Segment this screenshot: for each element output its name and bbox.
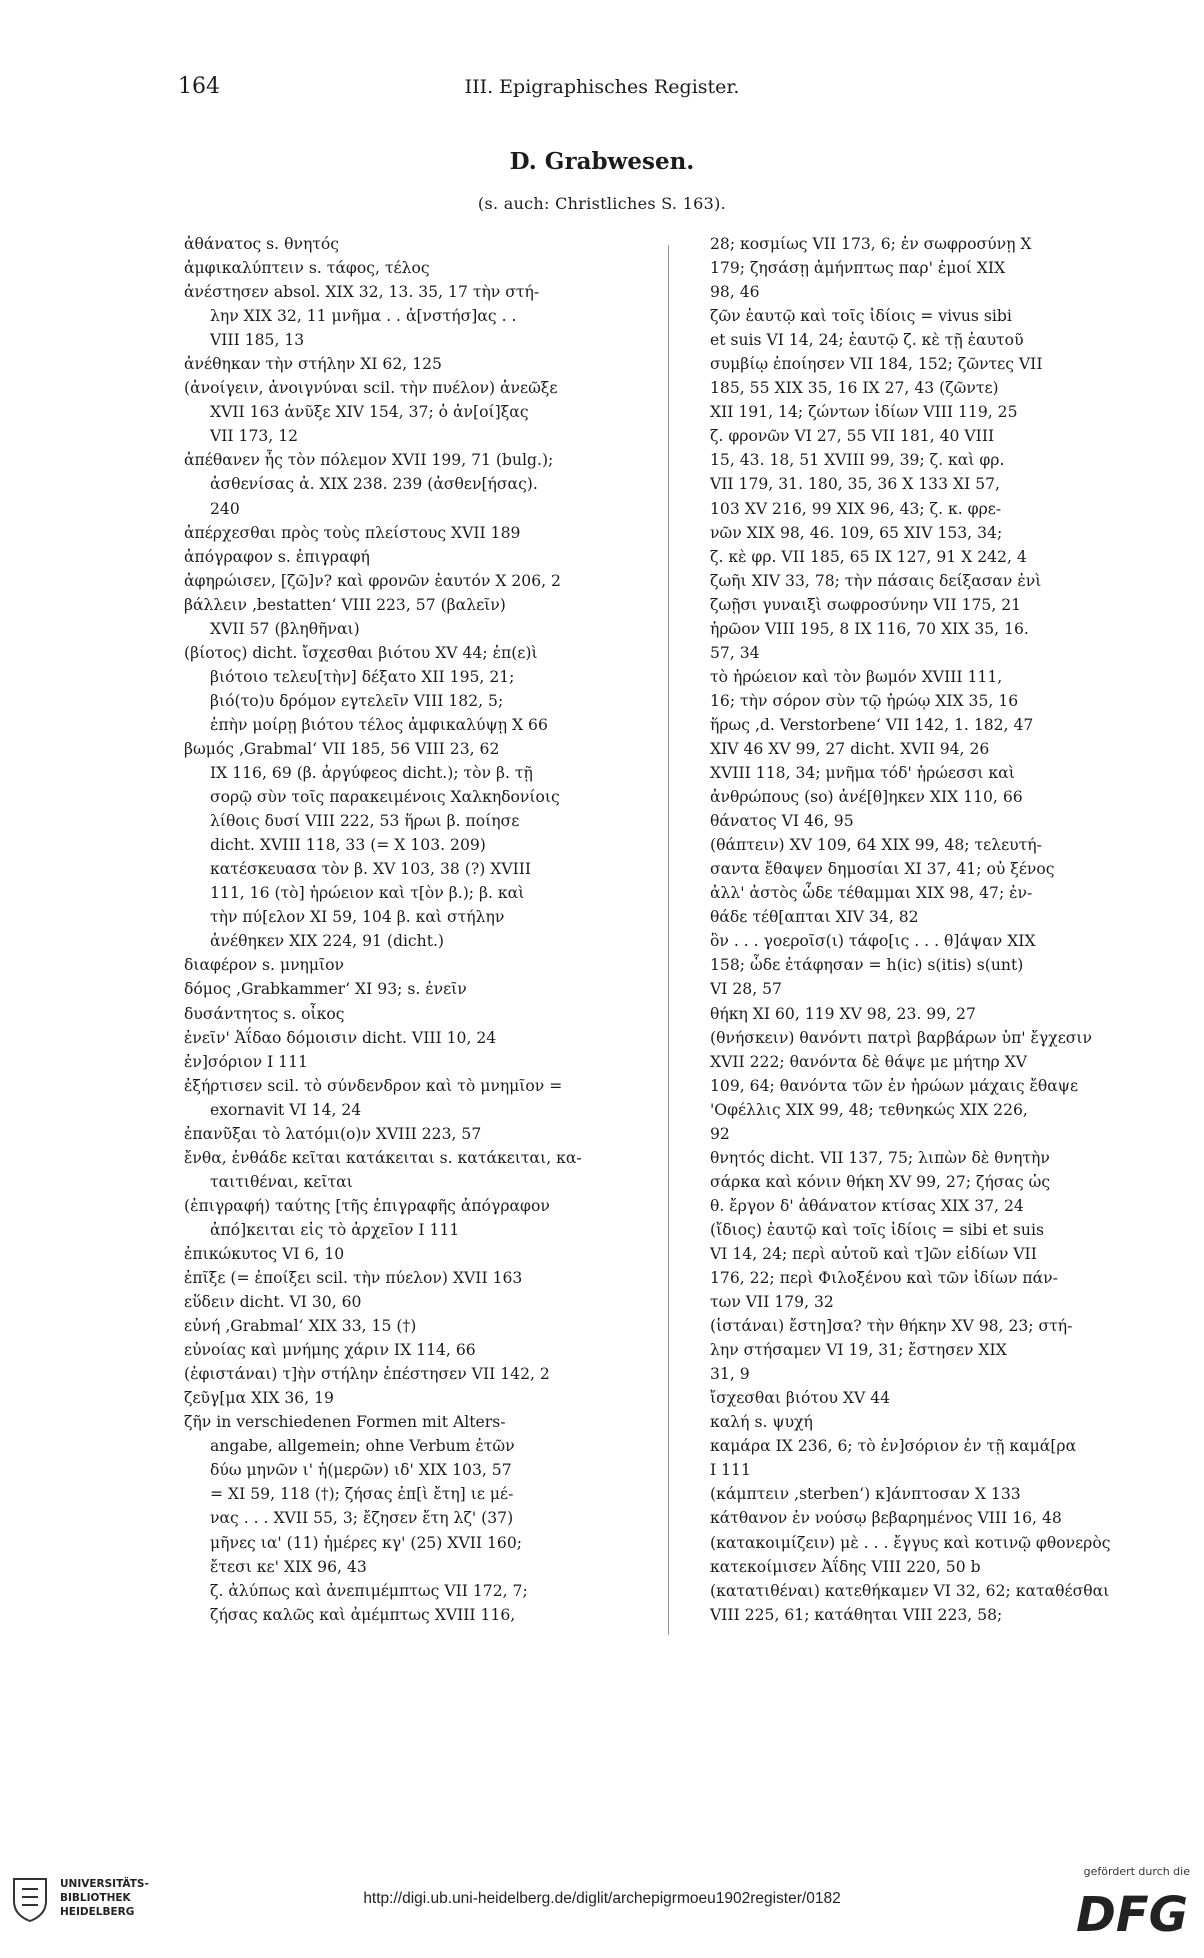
page-footer	[0, 1855, 1204, 1958]
index-line: VII 173, 12	[210, 427, 299, 446]
index-line: διαφέρον s. μνημῖον	[184, 956, 345, 975]
index-line: ἀθάνατος s. θνητός	[184, 235, 340, 253]
index-line: σάρκα καὶ κόνιν θήκη XV 99, 27; ζήσας ὡς	[710, 1172, 1051, 1191]
index-line: λίθοις δυσί VIII 222, 53 ἥρωι β. ποίησε	[210, 812, 520, 831]
index-line: ζ. φρονῶν VI 27, 55 VII 181, 40 VIII	[710, 427, 995, 446]
index-line: VI 28, 57	[710, 980, 782, 999]
index-line: XVIII 118, 34; μνῆμα τόδ' ἡρώεσσι καὶ	[710, 764, 1015, 783]
funded-by-label: gefördert durch die	[1083, 1865, 1190, 1878]
index-line: ζ. ἀλύπως καὶ ἀνεπιμέμπτως VII 172, 7;	[210, 1581, 528, 1600]
index-line: νῶν XIX 98, 46. 109, 65 XIV 153, 34;	[710, 523, 1003, 542]
index-line: ἀσθενίσας ἀ. XIX 238. 239 (ἀσθεν[ήσας).	[210, 475, 538, 494]
index-line: ἐπανῦξαι τὸ λατόμι(ο)ν XVIII 223, 57	[184, 1124, 482, 1143]
index-line: σορῷ σὺν τοῖς παρακειμένοις Χαλκηδονίοις	[210, 788, 560, 807]
section-title: D. Grabwesen.	[509, 148, 695, 175]
index-line: ζῶν ἑαυτῷ καὶ τοῖς ἰδίοις = vivus sibi	[710, 307, 1012, 326]
index-line: ἀνθρώπους (so) ἀνέ[θ]ηκεν XIX 110, 66	[710, 788, 1023, 807]
index-line: εὕδειν dicht. VI 30, 60	[184, 1293, 362, 1312]
index-line: 92	[710, 1124, 730, 1143]
university-name-line: HEIDELBERG	[60, 1906, 135, 1918]
index-line: θνητός dicht. VII 137, 75; λιπὼν δὲ θνητὴν	[710, 1148, 1050, 1167]
index-line: VII 179, 31. 180, 35, 36 X 133 XI 57,	[710, 475, 1000, 494]
running-head: III. Epigraphisches Register.	[464, 76, 740, 98]
index-line: καμάρα IX 236, 6; τὸ ἐν]σόριον ἐν τῇ καμά[ρα	[710, 1437, 1077, 1456]
university-name-line: BIBLIOTHEK	[60, 1892, 131, 1904]
index-line: (κατατιθέναι) κατεθήκαμεν VI 32, 62; καταθέσθαι	[710, 1581, 1110, 1600]
index-line: (κάμπτειν ‚sterben‘) κ]άνπτοσαν X 133	[710, 1485, 1021, 1504]
index-line: ἔνθα, ἐνθάδε κεῖται κατάκειται s. κατάκειται, κα-	[184, 1148, 582, 1167]
index-line: (ἐφιστάναι) τ]ὴν στήλην ἐπέστησεν VII 142, 2	[184, 1365, 550, 1384]
index-line: εὐνή ‚Grabmal‘ XIX 33, 15 (†)	[184, 1317, 417, 1336]
index-line: (ἐπιγραφή) ταύτης [τῆς ἐπιγραφῆς ἀπόγραφον	[184, 1196, 550, 1215]
index-line: I 111	[710, 1461, 751, 1480]
index-line: ἐνεῖν' Ἀΐδαο δόμοισιν dicht. VIII 10, 24	[184, 1028, 497, 1047]
index-line: exornavit VI 14, 24	[210, 1100, 362, 1119]
source-url-link[interactable]: http://digi.ub.uni-heidelberg.de/diglit/archepigrmoeu1902register/0182	[363, 1890, 841, 1907]
index-line: ζῆν in verschiedenen Formen mit Alters-	[184, 1413, 506, 1432]
index-line: VIII 225, 61; κατάθηται VIII 223, 58;	[710, 1605, 1003, 1624]
dfg-logo	[1050, 1887, 1190, 1937]
index-line: ἡρῶον VIII 195, 8 IX 116, 70 XIX 35, 16.	[710, 619, 1029, 638]
index-line: 158; ὧδε ἐτάφησαν = h(ic) s(itis) s(unt)	[710, 956, 1024, 975]
index-line: ἐπικώκυτος VI 6, 10	[184, 1244, 345, 1263]
index-line: 179; ζησάσῃ ἀμήνπτως παρ' ἐμοί XIX	[710, 259, 1006, 278]
index-line: τὴν πύ[ελον XI 59, 104 β. καὶ στήλην	[210, 908, 505, 927]
index-line: ἀφηρώισεν, [ζῶ]ν? καὶ φρονῶν ἑαυτόν X 206, 2	[184, 571, 561, 590]
index-line: βιότοιο τελευ[τὴν] δέξατο XII 195, 21;	[210, 667, 515, 686]
index-line: (ἱστάναι) ἔστη]σα? τὴν θήκην XV 98, 23; στή-	[710, 1317, 1073, 1336]
index-line: ἥρως ‚d. Verstorbene‘ VII 142, 1. 182, 47	[710, 715, 1034, 734]
index-line: θάνατος VI 46, 95	[710, 812, 854, 831]
index-line: 98, 46	[710, 283, 760, 302]
index-line: (ἀνοίγειν, ἀνοιγνύναι scil. τὴν πυέλον) ἀνεῶξε	[184, 379, 558, 398]
index-line: νας . . . XVII 55, 3; ἔζησεν ἔτη λζ' (37)	[210, 1509, 514, 1528]
index-line: ἐν]σόριον I 111	[184, 1052, 308, 1071]
see-also-note: (s. auch: Christliches S. 163).	[477, 194, 727, 213]
index-line: ἐξήρτισεν scil. τὸ σύνδενδρον καὶ τὸ μνημῖον =	[184, 1076, 563, 1095]
index-column-right	[710, 232, 1180, 1627]
index-line: 31, 9	[710, 1365, 750, 1384]
index-line: 28; κοσμίως VII 173, 6; ἐν σωφροσύνῃ X	[710, 235, 1032, 253]
index-line: VI 14, 24; περὶ αὐτοῦ καὶ τ]ῶν εἰδίων VII	[710, 1244, 1037, 1263]
index-line: IX 116, 69 (β. ἀργύφεος dicht.); τὸν β. τῇ	[210, 764, 533, 783]
index-line: 'Οφέλλις XIX 99, 48; τεθνηκώς XIX 226,	[710, 1100, 1028, 1119]
index-line: 176, 22; περὶ Φιλοξένου καὶ τῶν ἰδίων πάν-	[710, 1269, 1058, 1288]
index-line: θ. ἔργον δ' ἀθάνατον κτίσας XIX 37, 24	[710, 1196, 1024, 1215]
index-line: angabe, allgemein; ohne Verbum ἐτῶν	[210, 1437, 515, 1456]
column-divider	[668, 245, 669, 1635]
index-line: 109, 64; θανόντα τῶν ἐν ἡρώων μάχαις ἔθαψε	[710, 1076, 1079, 1095]
index-line: κάτθανον ἐν νούσῳ βεβαρημένος VIII 16, 48	[710, 1509, 1062, 1528]
index-line: 15, 43. 18, 51 XVIII 99, 39; ζ. καὶ φρ.	[710, 451, 1005, 470]
index-line: (βίοτος) dicht. ἴσχεσθαι βιότου XV 44; ἐπ(ε)ὶ	[184, 643, 538, 662]
index-line: ἀνέθηκαν τὴν στήλην XI 62, 125	[184, 355, 442, 374]
index-line: ἀπό]κειται εἰς τὸ ἀρχεῖον I 111	[210, 1220, 460, 1239]
index-line: μῆνες ια' (11) ἡμέρες κγ' (25) XVII 160;	[210, 1533, 523, 1552]
index-line: ὃν . . . γοεροῖσ(ι) τάφο[ις . . . θ]άψαν XIX	[710, 932, 1036, 951]
index-line: XVII 163 ἀνῦξε XIV 154, 37; ὁ ἀν[οί]ξας	[210, 403, 529, 422]
index-line: ζεῦγ[μα XIX 36, 19	[184, 1389, 334, 1408]
index-line: ἀπέθανεν ἧς τὸν πόλεμον XVII 199, 71 (bulg.);	[184, 451, 554, 470]
index-line: των VII 179, 32	[710, 1293, 834, 1312]
index-line: δύω μηνῶν ι' ἡ(μερῶν) ιδ' XIX 103, 57	[210, 1461, 512, 1480]
index-line: = XI 59, 118 (†); ζήσας ἐπ[ὶ ἔτη] ιε μέ-	[210, 1485, 514, 1504]
index-line: ἀπέρχεσθαι πρὸς τοὺς πλείστους XVII 189	[184, 523, 521, 542]
index-line: ἐπῖξε (= ἐποίξει scil. τὴν πύελον) XVII 163	[184, 1269, 523, 1288]
index-line: dicht. XVIII 118, 33 (= X 103. 209)	[210, 836, 486, 855]
dfg-logo-text: DFG	[1075, 1887, 1188, 1937]
index-line: (κατακοιμίζειν) μὲ . . . ἔγγυς καὶ κοτινῷ φθονερὸς	[710, 1533, 1111, 1552]
index-line: βάλλειν ‚bestatten‘ VIII 223, 57 (βαλεῖν)	[184, 595, 506, 614]
index-line: VIII 185, 13	[210, 331, 305, 350]
index-line: ἀλλ' ἀστὸς ὧδε τέθαμμαι XIX 98, 47; ἐν-	[710, 884, 1033, 903]
index-line: 57, 34	[710, 643, 760, 662]
index-line: 185, 55 XIX 35, 16 IX 27, 43 (ζῶντε)	[710, 379, 999, 398]
index-line: XVII 222; θανόντα δὲ θάψε με μήτηρ XV	[710, 1052, 1027, 1071]
index-line: συμβίῳ ἐποίησεν VII 184, 152; ζῶντες VII	[710, 355, 1043, 374]
index-line: ζωῇσι γυναιξὶ σωφροσύνην VII 175, 21	[710, 595, 1022, 614]
index-line: XVII 57 (βληθῆναι)	[210, 619, 360, 638]
index-line: σαντα ἔθαψεν δημοσίαι XI 37, 41; οὐ ξένος	[710, 860, 1055, 879]
index-line: κατέσκευασα τὸν β. XV 103, 38 (?) XVIII	[210, 860, 532, 879]
index-line: ἔτεσι κε' XIX 96, 43	[210, 1557, 367, 1576]
index-line: δόμος ‚Grabkammer‘ XI 93; s. ἐνεῖν	[184, 980, 467, 999]
index-line: ζ. κὲ φρ. VII 185, 65 IX 127, 91 X 242, 4	[710, 547, 1027, 566]
index-line: et suis VI 14, 24; ἑαυτῷ ζ. κὲ τῇ ἑαυτοῦ	[710, 331, 1024, 350]
index-line: ἴσχεσθαι βιότου XV 44	[710, 1389, 891, 1408]
index-line: ἀμφικαλύπτειν s. τάφος, τέλος	[184, 259, 430, 278]
index-line: καλή s. ψυχή	[710, 1413, 813, 1432]
index-line: (θάπτειν) XV 109, 64 XIX 99, 48; τελευτή-	[710, 836, 1042, 855]
index-line: βιό(το)υ δρόμον εγτελεῖν VIII 182, 5;	[210, 691, 504, 710]
index-line: ταιτιθέναι, κεῖται	[210, 1172, 353, 1191]
index-line: κατεκοίμισεν Ἀΐδης VIII 220, 50 b	[710, 1557, 981, 1576]
index-line: (θνήσκειν) θανόντι πατρὶ βαρβάρων ὑπ' ἔγχεσιν	[710, 1028, 1093, 1047]
index-line: XIV 46 XV 99, 27 dicht. XVII 94, 26	[710, 739, 990, 758]
page-number: 164	[178, 74, 220, 99]
index-column-left	[184, 232, 654, 1627]
index-line: λην στήσαμεν VI 19, 31; ἔστησεν XIX	[710, 1341, 1007, 1360]
index-line: ἀνέστησεν absol. XIX 32, 13. 35, 17 τὴν στή-	[184, 283, 540, 302]
index-line: XII 191, 14; ζώντων ἰδίων VIII 119, 25	[710, 403, 1018, 422]
index-line: εὐνοίας καὶ μνήμης χάριν IX 114, 66	[184, 1341, 476, 1360]
index-line: τὸ ἡρώειον καὶ τὸν βωμόν XVIII 111,	[710, 667, 1003, 686]
index-line: θήκη XI 60, 119 XV 98, 23. 99, 27	[710, 1004, 976, 1023]
index-line: ζήσας καλῶς καὶ ἀμέμπτως XVIII 116,	[210, 1605, 516, 1624]
index-line: ἐπὴν μοίρῃ βιότου τέλος ἀμφικαλύψῃ X 66	[210, 715, 548, 734]
index-line: δυσάντητος s. οἶκος	[184, 1004, 345, 1023]
index-line: λην XIX 32, 11 μνῆμα . . ἀ[νστήσ]ας . .	[210, 307, 517, 326]
university-name-line: UNIVERSITÄTS-	[60, 1878, 149, 1890]
index-line: ζωῆι XIV 33, 78; τὴν πάσαις δείξασαν ἐνὶ	[710, 571, 1042, 590]
index-line: βωμός ‚Grabmal‘ VII 185, 56 VIII 23, 62	[184, 739, 500, 758]
index-line: 111, 16 (τὸ] ἡρώειον καὶ τ[ὸν β.); β. καὶ	[210, 884, 525, 903]
index-line: 240	[210, 499, 240, 518]
index-line: θάδε τέθ[απται XIV 34, 82	[710, 908, 919, 927]
index-line: (ἴδιος) ἑαυτῷ καὶ τοῖς ἰδίοις = sibi et suis	[710, 1220, 1044, 1239]
index-line: 103 XV 216, 99 XIX 96, 43; ζ. κ. φρε-	[710, 499, 1002, 518]
index-line: ἀνέθηκεν XIX 224, 91 (dicht.)	[210, 932, 445, 951]
index-line: 16; τὴν σόρον σὺν τῷ ἡρώῳ XIX 35, 16	[710, 691, 1019, 710]
index-line: ἀπόγραφον s. ἐπιγραφή	[184, 547, 370, 566]
